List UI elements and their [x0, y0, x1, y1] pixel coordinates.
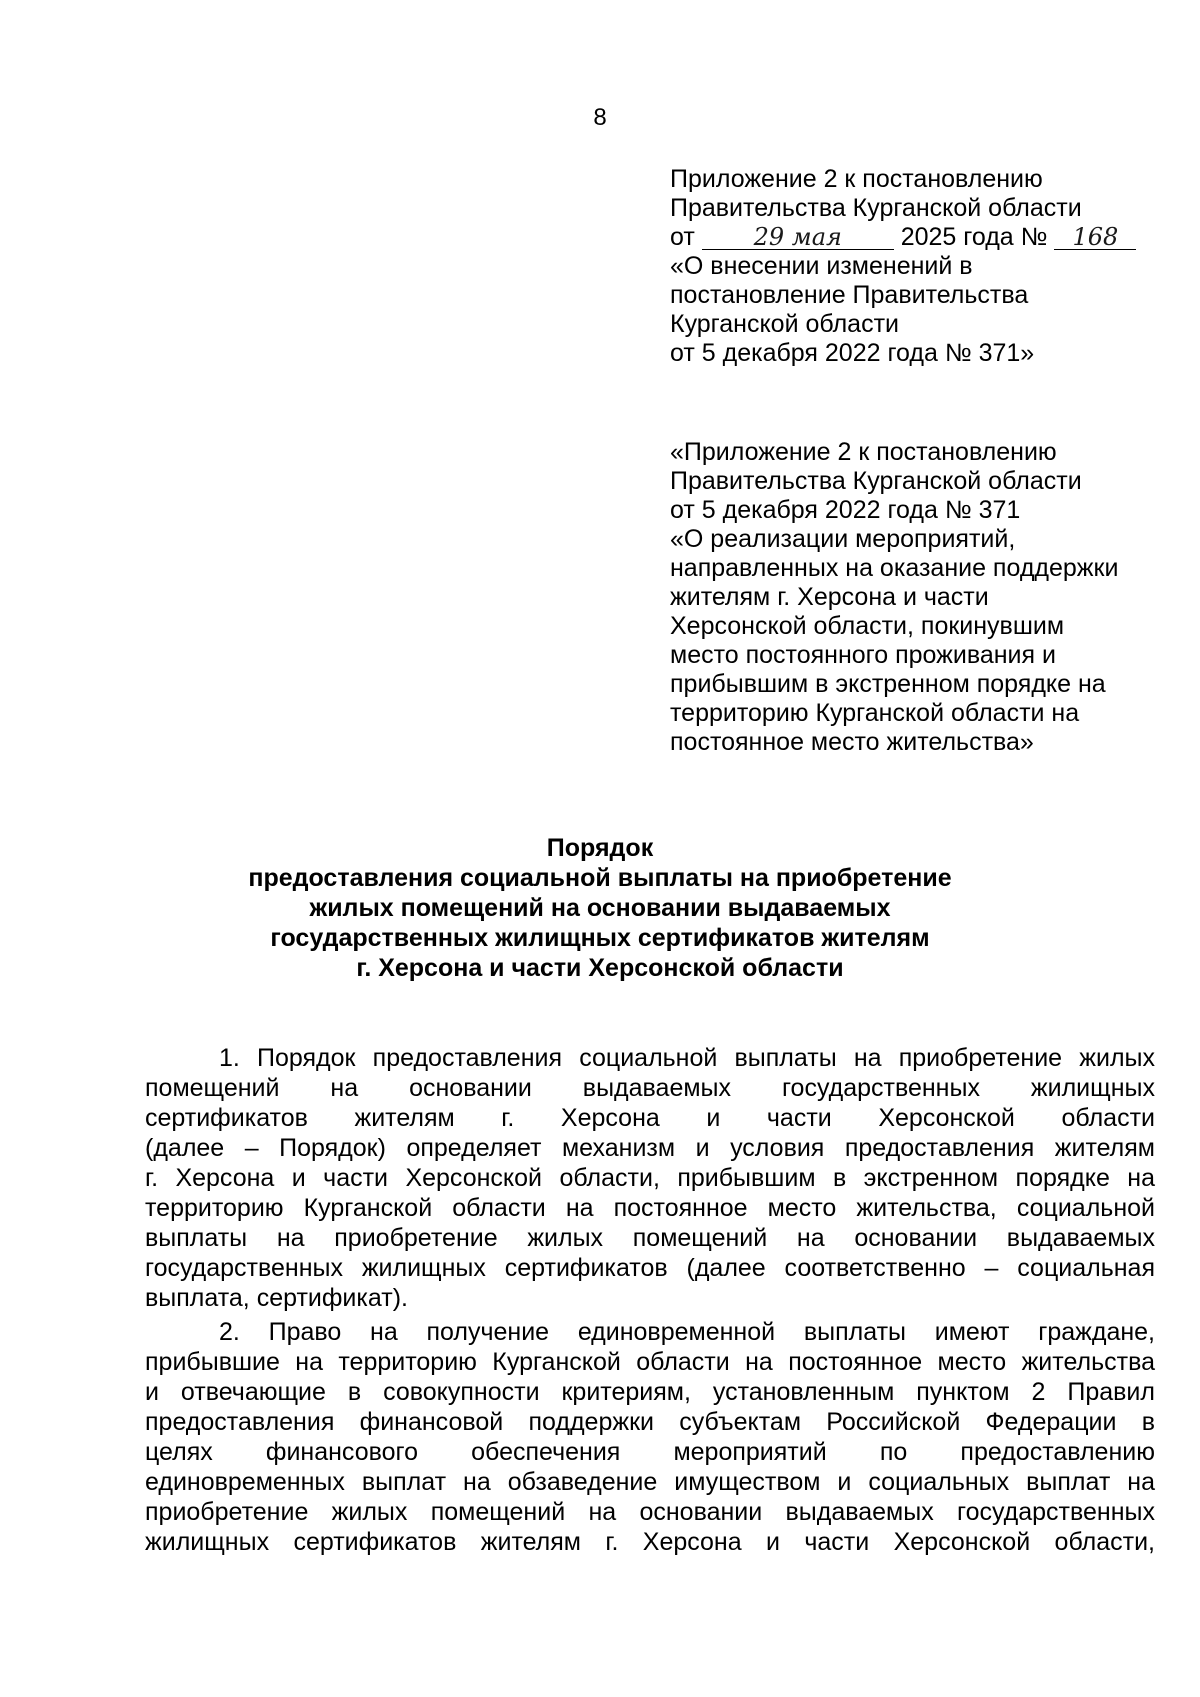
annex-line: постоянное место жительства»: [670, 728, 1034, 756]
handwritten-number: 168: [1054, 225, 1136, 250]
annex-line: Приложение 2 к постановлению: [670, 165, 1043, 193]
annex-line: постановление Правительства: [670, 281, 1029, 309]
handwritten-date: 29 мая: [702, 225, 894, 250]
title-line: жилых помещений на основании выдаваемых: [309, 894, 891, 922]
page-number: 8: [593, 104, 607, 131]
title-line: г. Херсона и части Херсонской области: [356, 954, 844, 982]
paragraph-line: территорию Курганской области на постоянное место жительства, социальной: [145, 1194, 1155, 1222]
annex-original-block: [670, 438, 1190, 757]
paragraph-line: выплата, сертификат).: [145, 1284, 408, 1312]
date-prefix: от: [670, 223, 695, 251]
title-line: предоставления социальной выплаты на приобретение: [248, 864, 952, 892]
paragraph-line: помещений на основании выдаваемых государственных жилищных: [145, 1074, 1155, 1102]
paragraph-line: сертификатов жителям г. Херсона и части Херсонской области: [145, 1104, 1155, 1132]
paragraph-line: государственных жилищных сертификатов (далее соответственно – социальная: [145, 1254, 1155, 1282]
annex-date-line: [670, 223, 1190, 252]
paragraph-line: (далее – Порядок) определяет механизм и условия предоставления жителям: [145, 1134, 1155, 1162]
paragraph-line: предоставления финансовой поддержки субъектам Российской Федерации в: [145, 1408, 1155, 1436]
annex-line: Херсонской области, покинувшим: [670, 612, 1065, 640]
annex-line: направленных на оказание поддержки: [670, 554, 1119, 582]
date-year: 2025 года №: [900, 223, 1048, 251]
document-body: [145, 1043, 1155, 1561]
paragraph-line: жилищных сертификатов жителям г. Херсона и части Херсонской области,: [145, 1528, 1155, 1556]
annex-line: «Приложение 2 к постановлению: [670, 438, 1057, 466]
title-line: государственных жилищных сертификатов жителям: [270, 924, 930, 952]
annex-header-block: [670, 165, 1190, 368]
annex-line: территорию Курганской области на: [670, 699, 1080, 727]
paragraph-line: выплаты на приобретение жилых помещений на основании выдаваемых: [145, 1224, 1155, 1252]
paragraph-line: и отвечающие в совокупности критериям, установленным пунктом 2 Правил: [145, 1378, 1155, 1406]
annex-line: Правительства Курганской области: [670, 467, 1082, 495]
paragraph-line: 2. Право на получение единовременной выплаты имеют граждане,: [219, 1318, 1155, 1346]
paragraph-line: единовременных выплат на обзаведение имуществом и социальных выплат на: [145, 1468, 1155, 1496]
annex-line: «О внесении изменений в: [670, 252, 973, 280]
annex-line: прибывшим в экстренном порядке на: [670, 670, 1106, 698]
paragraph-line: прибывшие на территорию Курганской области на постоянное место жительства: [145, 1348, 1155, 1376]
annex-line: Правительства Курганской области: [670, 194, 1082, 222]
annex-line: жителям г. Херсона и части: [670, 583, 989, 611]
annex-line: «О реализации мероприятий,: [670, 525, 1016, 553]
annex-line: Курганской области: [670, 310, 900, 338]
paragraph-line: приобретение жилых помещений на основании выдаваемых государственных: [145, 1498, 1155, 1526]
paragraph-line: целях финансового обеспечения мероприятий по предоставлению: [145, 1438, 1155, 1466]
title-line: Порядок: [546, 834, 654, 862]
document-title: [180, 833, 1020, 983]
annex-line: место постоянного проживания и: [670, 641, 1056, 669]
paragraph-2: [145, 1317, 1155, 1557]
paragraph-line: 1. Порядок предоставления социальной выплаты на приобретение жилых: [219, 1044, 1155, 1072]
paragraph-1: [145, 1043, 1155, 1313]
annex-line: от 5 декабря 2022 года № 371: [670, 496, 1021, 524]
annex-line: от 5 декабря 2022 года № 371»: [670, 339, 1035, 367]
paragraph-line: г. Херсона и части Херсонской области, прибывшим в экстренном порядке на: [145, 1164, 1155, 1192]
